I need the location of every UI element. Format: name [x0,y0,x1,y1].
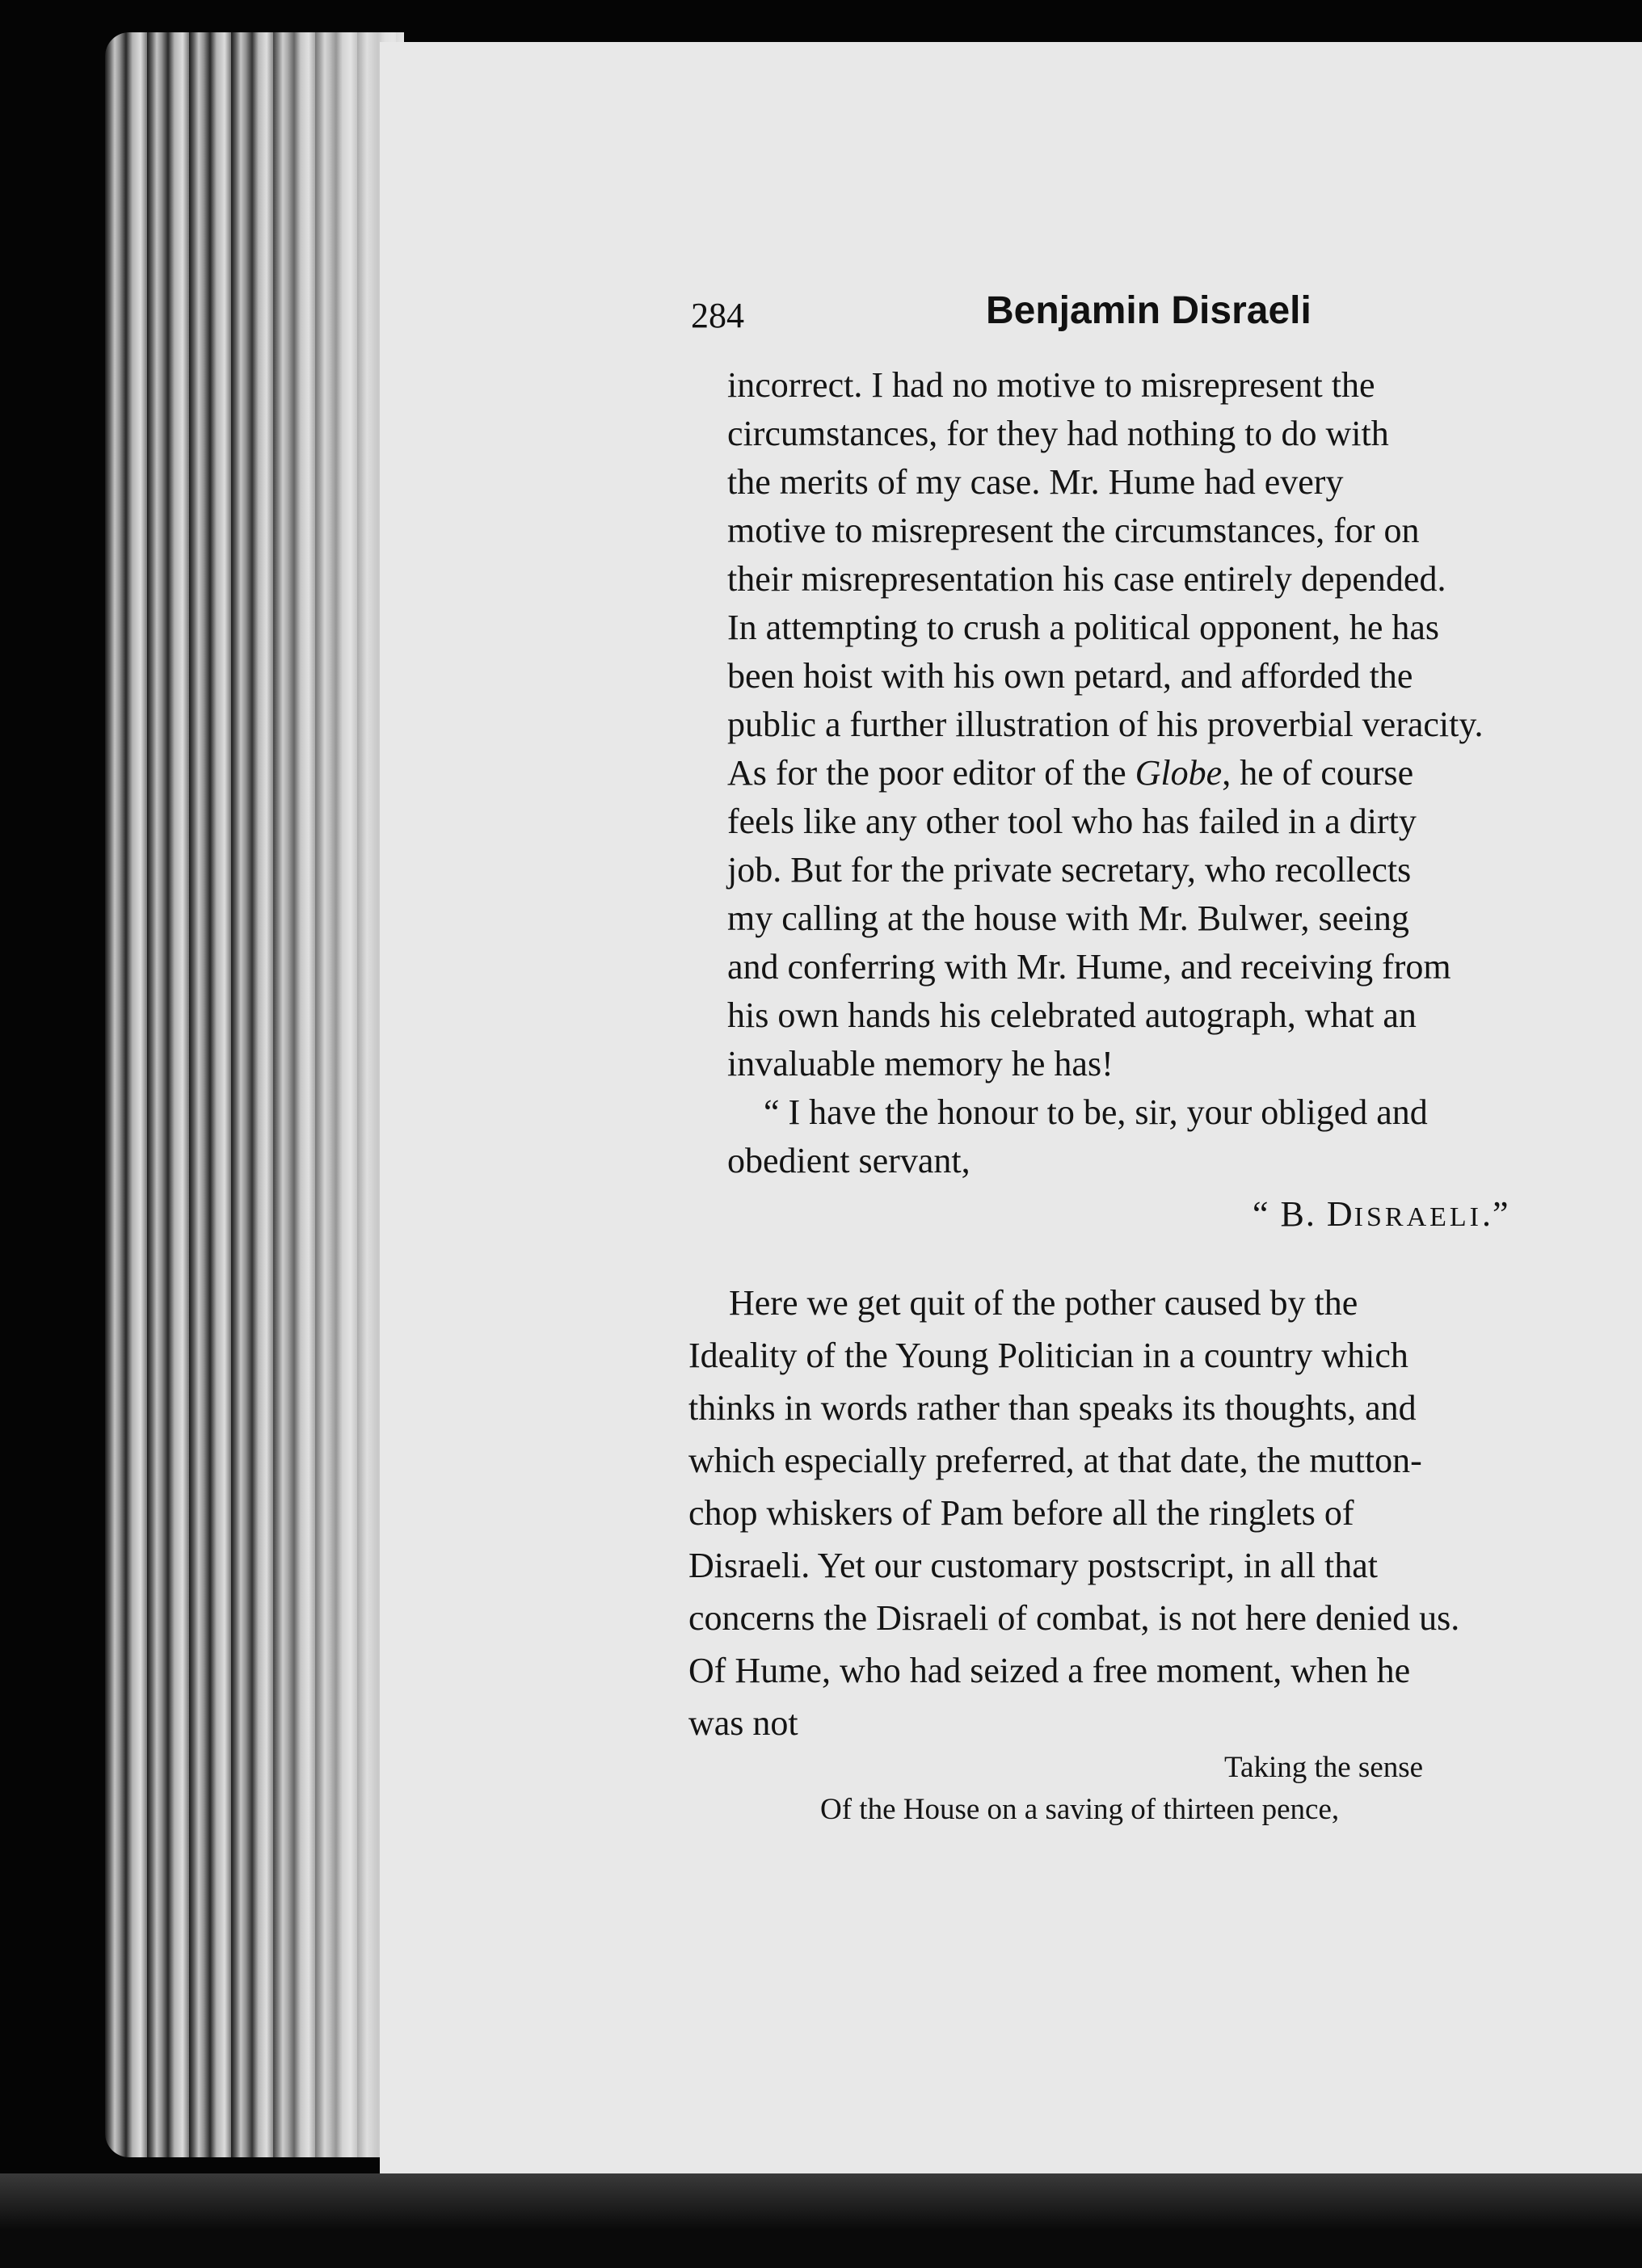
text-line: his own hands his celebrated autograph, what an [727,995,1417,1035]
text-line: As for the poor editor of the Globe, he of course [727,753,1414,793]
book-title: Benjamin Disraeli [986,289,1311,332]
globe-title: Globe [1135,753,1223,793]
verse-line: Of the House on a saving of thirteen pence, [820,1793,1340,1826]
text-line: my calling at the house with Mr. Bulwer, seeing [727,898,1409,938]
closing-line: obedient servant, [727,1141,970,1180]
commentary-paragraph [688,1277,1580,1749]
text-line: which especially preferred, at that date, the mutton- [688,1441,1422,1480]
book-page [380,42,1642,2175]
text-line: circumstances, for they had nothing to do with [727,414,1389,453]
text-line: job. But for the private secretary, who recollects [727,850,1412,890]
closing-line: “ I have the honour to be, sir, your obliged and [764,1092,1428,1132]
text-line: the merits of my case. Mr. Hume had every [727,462,1344,502]
text-line: concerns the Disraeli of combat, is not here denied us. [688,1598,1460,1638]
letter-body [727,361,1580,1185]
text-line: incorrect. I had no motive to misrepresent the [727,365,1375,405]
text-line: and conferring with Mr. Hume, and receiving from [727,947,1451,987]
text-line: their misrepresentation his case entirely depended. [727,559,1446,599]
page-number: 284 [691,296,744,335]
text-line: been hoist with his own petard, and afforded the [727,656,1413,696]
text-line: chop whiskers of Pam before all the ringlets of [688,1493,1354,1533]
book-bottom-shadow [0,2173,1642,2268]
verse-line: Taking the sense [1224,1751,1424,1784]
text-line: was not [688,1703,798,1743]
text-line: invaluable memory he has! [727,1044,1114,1084]
text-line: public a further illustration of his proverbial veracity. [727,705,1484,744]
text-line: motive to misrepresent the circumstances, for on [727,511,1420,550]
signature: “ B. DISRAELI.” [1253,1194,1510,1234]
text-line: In attempting to crush a political opponent, he has [727,608,1440,647]
text-line: feels like any other tool who has failed in a dirty [727,802,1417,841]
text-line: Ideality of the Young Politician in a country which [688,1336,1408,1375]
text-line: Of Hume, who had seized a free moment, when he [688,1651,1411,1690]
text-line: thinks in words rather than speaks its thoughts, and [688,1388,1417,1428]
running-head [380,288,1642,345]
text-line: Here we get quit of the pother caused by the [729,1283,1358,1323]
text-line: Disraeli. Yet our customary postscript, in all that [688,1546,1378,1585]
